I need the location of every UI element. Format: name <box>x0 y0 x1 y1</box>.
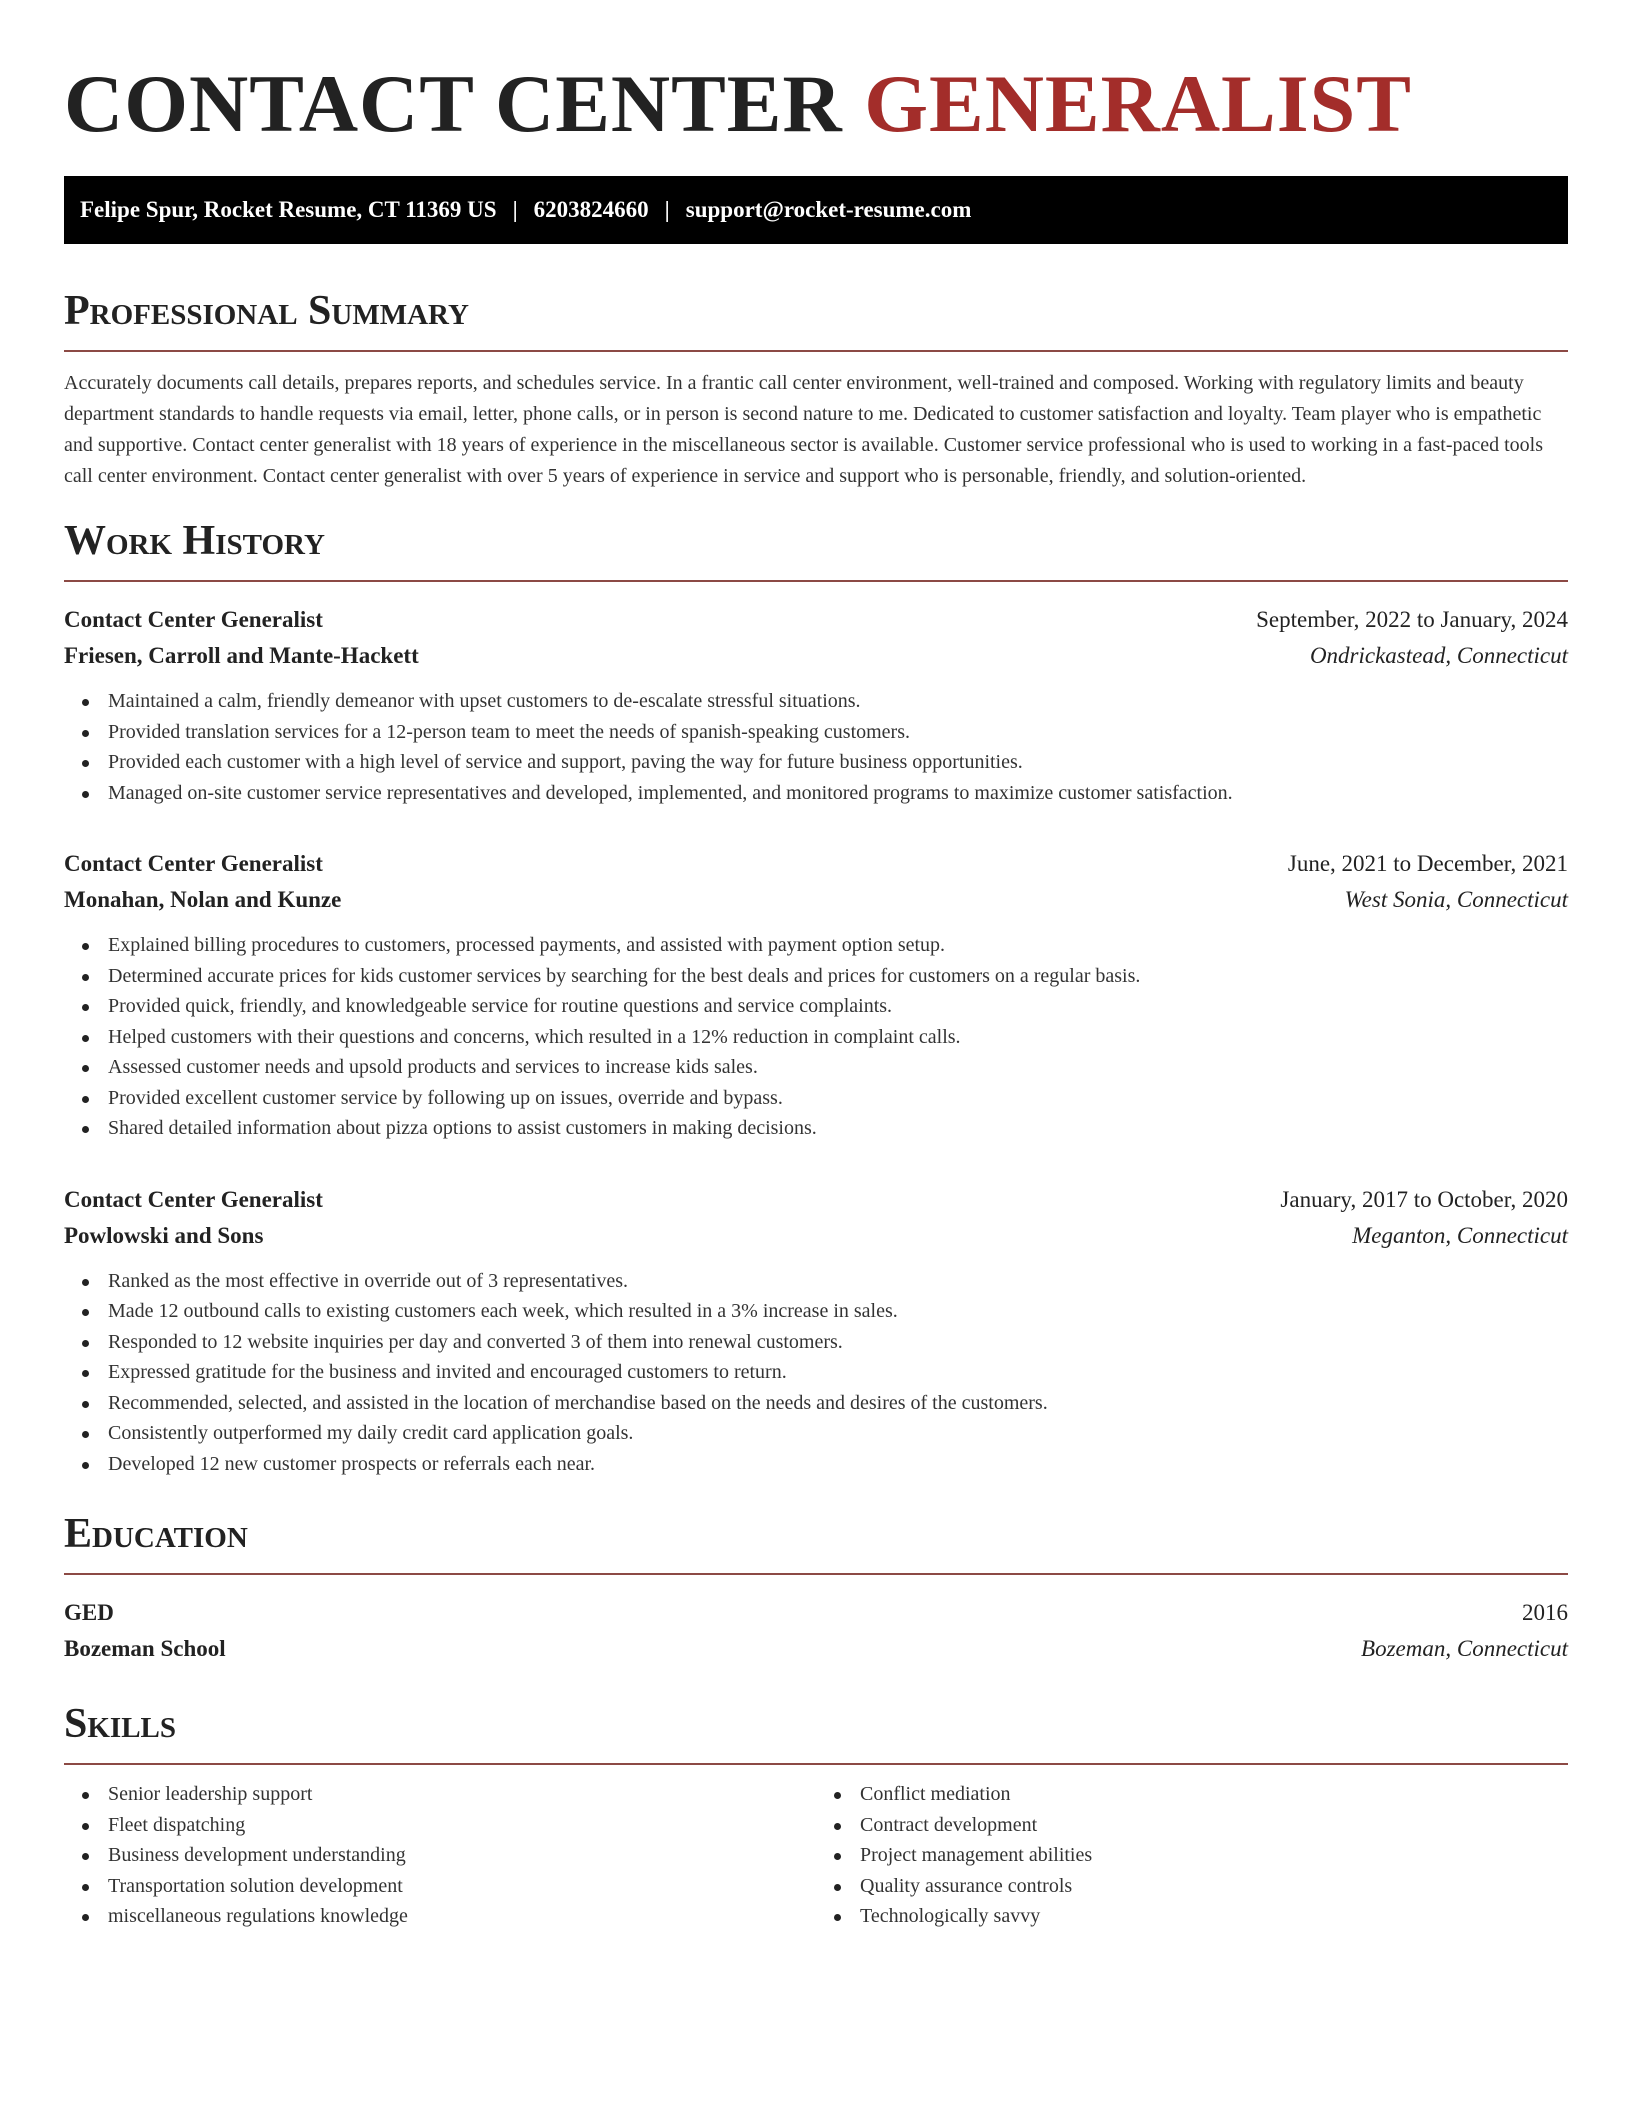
resume-title <box>64 0 1568 152</box>
skills-list-left <box>64 1779 816 1932</box>
job-bullets <box>64 686 1568 808</box>
job-location: Meganton, Connecticut <box>1352 1222 1568 1248</box>
job-title: Contact Center Generalist <box>64 851 323 876</box>
education-heading: Education <box>64 1511 248 1557</box>
bullet-item: Maintained a calm, friendly demeanor with upset customers to de-escalate stressful situations. <box>64 686 1568 717</box>
job-location: Ondrickastead, Connecticut <box>1309 643 1568 668</box>
bullet-item: Assessed customer needs and upsold products and services to increase kids sales. <box>64 1052 1568 1083</box>
bullet-item: Provided excellent customer service by following up on issues, override and bypass. <box>64 1083 1568 1114</box>
summary-text: Accurately documents call details, prepares reports, and schedules service. In a frantic call center environment, well-trained and composed. Working with regulatory limits and beauty department standards to handle requests via email, letter, phone calls, or in person is second nature to me. Dedicated to customer satisfaction and loyalty. Team player who is empathetic and supportive. Contact center generalist with 18 years of experience in the miscellaneous sector is available. Customer service professional who is used to working in a fast-paced tools call center environment. Contact center generalist with over 5 years of experience in service and support who is personable, friendly, and solution-oriented. <box>64 372 1544 487</box>
job-title: Contact Center Generalist <box>64 607 323 632</box>
job-dates: September, 2022 to January, 2024 <box>1256 607 1568 632</box>
title-main: CONTACT CENTER <box>64 58 843 149</box>
bullet-item: Explained billing procedures to customers, processed payments, and assisted with payment option setup. <box>64 930 1568 961</box>
job-header-row <box>64 602 1568 638</box>
skills-grid <box>64 1779 1568 1932</box>
job-header-row <box>64 1182 1568 1218</box>
job-entry <box>64 1182 1568 1480</box>
job-title: Contact Center Generalist <box>64 1186 323 1212</box>
skill-item: miscellaneous regulations knowledge <box>64 1901 816 1932</box>
skills-list-right <box>816 1779 1568 1932</box>
contact-email: support@rocket-resume.com <box>685 197 972 222</box>
education-year: 2016 <box>1522 1600 1568 1625</box>
bullet-item: Provided quick, friendly, and knowledgeable service for routine questions and service complaints. <box>64 991 1568 1022</box>
contact-address: Felipe Spur, Rocket Resume, CT 11369 US <box>80 197 497 222</box>
education-degree: GED <box>64 1600 114 1625</box>
bullet-item: Responded to 12 website inquiries per day and converted 3 of them into renewal customers. <box>64 1327 1568 1358</box>
title-accent: GENERALIST <box>864 58 1412 149</box>
bullet-item: Recommended, selected, and assisted in the location of merchandise based on the needs and desires of the customers. <box>64 1388 1568 1419</box>
job-bullets <box>64 1266 1568 1480</box>
section-divider <box>64 580 1568 582</box>
job-location: West Sonia, Connecticut <box>1344 887 1568 912</box>
education-degree-row <box>64 1595 1568 1631</box>
bullet-item: Provided translation services for a 12-person team to meet the needs of spanish-speaking customers. <box>64 717 1568 748</box>
skill-item: Transportation solution development <box>64 1871 816 1902</box>
bullet-item: Made 12 outbound calls to existing customers each week, which resulted in a 3% increase in sales. <box>64 1296 1568 1327</box>
job-bullets <box>64 930 1568 1144</box>
skill-item: Business development understanding <box>64 1840 816 1871</box>
section-divider <box>64 1763 1568 1765</box>
skill-item: Senior leadership support <box>64 1779 816 1810</box>
section-divider <box>64 350 1568 352</box>
contact-separator: | <box>664 197 670 222</box>
job-entry <box>64 602 1568 808</box>
bullet-item: Determined accurate prices for kids customer services by searching for the best deals and prices for customers on a regular basis. <box>64 961 1568 992</box>
skill-item: Technologically savvy <box>816 1901 1568 1932</box>
job-company: Powlowski and Sons <box>64 1222 264 1248</box>
bullet-item: Expressed gratitude for the business and invited and encouraged customers to return. <box>64 1357 1568 1388</box>
skills-heading: Skills <box>64 1701 177 1747</box>
bullet-item: Provided each customer with a high level of service and support, paving the way for future business opportunities. <box>64 747 1568 778</box>
contact-bar <box>64 176 1568 244</box>
bullet-item: Consistently outperformed my daily credit card application goals. <box>64 1418 1568 1449</box>
job-company-row <box>64 882 1568 918</box>
work-history-heading: Work History <box>64 518 325 564</box>
contact-phone: 6203824660 <box>533 197 649 222</box>
bullet-item: Developed 12 new customer prospects or referrals each near. <box>64 1449 1568 1480</box>
bullet-item: Helped customers with their questions and concerns, which resulted in a 12% reduction in complaint calls. <box>64 1022 1568 1053</box>
contact-separator: | <box>512 197 518 222</box>
job-company: Monahan, Nolan and Kunze <box>64 887 342 912</box>
section-divider <box>64 1573 1568 1575</box>
education-school-row <box>64 1631 1568 1667</box>
skill-item: Conflict mediation <box>816 1779 1568 1810</box>
skill-item: Project management abilities <box>816 1840 1568 1871</box>
job-dates: June, 2021 to December, 2021 <box>1287 851 1568 876</box>
skill-item: Fleet dispatching <box>64 1810 816 1841</box>
job-header-row <box>64 846 1568 882</box>
job-company: Friesen, Carroll and Mante-Hackett <box>64 643 419 668</box>
bullet-item: Ranked as the most effective in override out of 3 representatives. <box>64 1266 1568 1297</box>
job-dates: January, 2017 to October, 2020 <box>1280 1186 1568 1212</box>
job-company-row <box>64 1218 1568 1254</box>
summary-heading: Professional Summary <box>64 288 469 334</box>
bullet-item: Managed on-site customer service representatives and developed, implemented, and monitored programs to maximize customer satisfaction. <box>64 778 1568 809</box>
skill-item: Contract development <box>816 1810 1568 1841</box>
bullet-item: Shared detailed information about pizza options to assist customers in making decisions. <box>64 1113 1568 1144</box>
job-company-row <box>64 638 1568 674</box>
job-entry <box>64 846 1568 1144</box>
education-school: Bozeman School <box>64 1636 226 1661</box>
skill-item: Quality assurance controls <box>816 1871 1568 1902</box>
education-entry <box>64 1595 1568 1667</box>
education-location: Bozeman, Connecticut <box>1361 1636 1568 1661</box>
